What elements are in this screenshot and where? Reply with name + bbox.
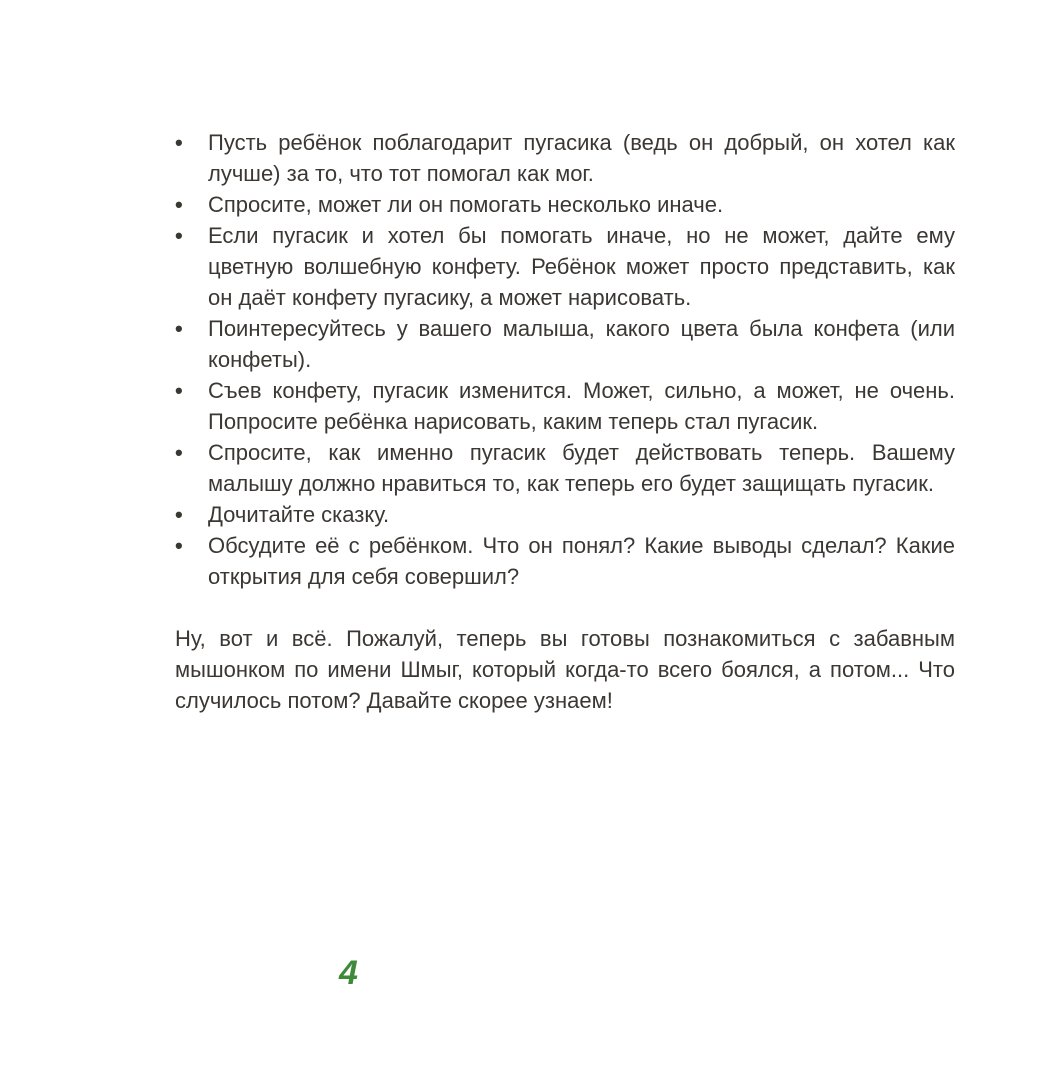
list-item-text: Съев конфету, пугасик изменится. Может, сильно, а может, не очень. Попросите ребёнка нарисовать, каким теперь стал пугасик. bbox=[208, 378, 955, 434]
list-item-text: Спросите, может ли он помогать несколько иначе. bbox=[208, 192, 724, 217]
page-text bbox=[175, 127, 955, 716]
bullet-marker: • bbox=[175, 192, 183, 217]
bullet-marker: • bbox=[175, 316, 183, 341]
list-item-text: Спросите, как именно пугасик будет действовать теперь. Вашему малышу должно нравиться то, как теперь его будет защищать пугасик. bbox=[208, 440, 955, 496]
list-item-text: Обсудите её с ребёнком. Что он понял? Какие выводы сделал? Какие открытия для себя совершил? bbox=[208, 533, 955, 589]
list-item bbox=[175, 127, 955, 189]
bullet-marker: • bbox=[175, 440, 183, 465]
list-item bbox=[175, 437, 955, 499]
list-item-text: Если пугасик и хотел бы помогать иначе, но не может, дайте ему цветную волшебную конфету. Ребёнок может просто представить, как он даёт конфету пугасику, а может нарисовать. bbox=[208, 223, 955, 310]
list-item bbox=[175, 530, 955, 592]
bullet-marker: • bbox=[175, 223, 183, 248]
bullet-marker: • bbox=[175, 378, 183, 403]
list-item bbox=[175, 189, 955, 220]
instruction-list bbox=[175, 127, 955, 592]
closing-paragraph: Ну, вот и всё. Пожалуй, теперь вы готовы познакомиться с забавным мышонком по имени Шмыг, который когда-то всего боялся, а потом... Что случилось потом? Давайте скорее узнаем! bbox=[175, 626, 955, 713]
list-item bbox=[175, 220, 955, 313]
page-number: 4 bbox=[339, 954, 358, 992]
bullet-marker: • bbox=[175, 130, 183, 155]
bullet-marker: • bbox=[175, 502, 183, 527]
list-item bbox=[175, 499, 955, 530]
list-item-text: Дочитайте сказку. bbox=[208, 502, 390, 527]
list-item-text: Пусть ребёнок поблагодарит пугасика (ведь он добрый, он хотел как лучше) за то, что тот помогал как мог. bbox=[208, 130, 955, 186]
list-item bbox=[175, 375, 955, 437]
list-item bbox=[175, 313, 955, 375]
bullet-marker: • bbox=[175, 533, 183, 558]
list-item-text: Поинтересуйтесь у вашего малыша, какого цвета была конфета (или конфеты). bbox=[208, 316, 955, 372]
